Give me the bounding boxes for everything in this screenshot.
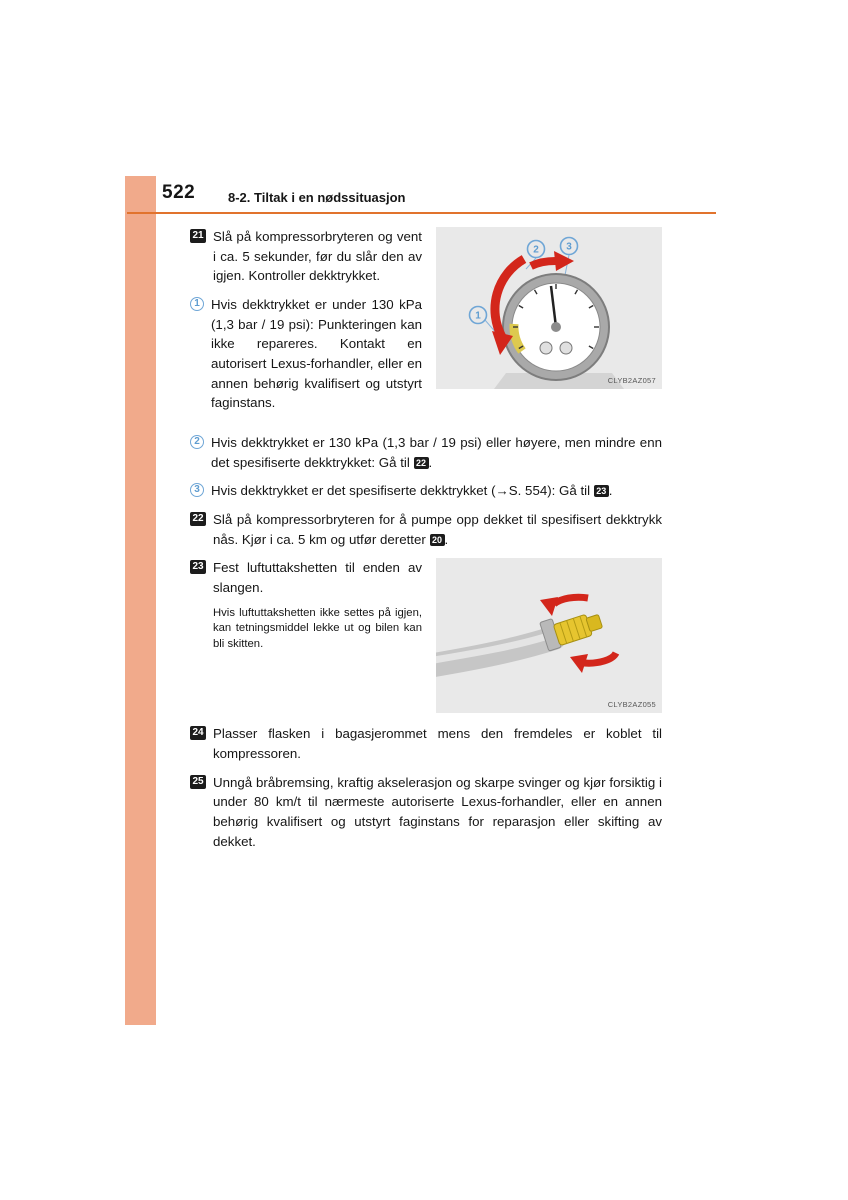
step-21-badge: 21 xyxy=(190,229,206,243)
pressure-gauge-illustration xyxy=(436,227,662,389)
text-segment: . xyxy=(608,483,613,499)
red-arrow-top xyxy=(540,597,588,616)
sub-item-2 xyxy=(190,433,662,472)
circled-3-icon: 3 xyxy=(190,483,204,497)
callout-2-icon xyxy=(528,241,545,258)
text-segment: Slå på kompressorbryteren for å pumpe opp dekket til spesifisert dekktrykk nås. Kjør i ca. 5 km og utfør deretter xyxy=(213,512,662,547)
step-24 xyxy=(190,724,662,763)
figure-2-caption: CLYB2AZ055 xyxy=(607,700,656,710)
circled-1-icon: 1 xyxy=(190,297,204,311)
text-segment: Fest luftuttakshetten til enden av slangen. xyxy=(213,560,422,596)
callout-3-label: 3 xyxy=(566,241,572,253)
text-segment: . xyxy=(428,454,433,470)
step-22-badge: 22 xyxy=(190,512,206,526)
gauge-hub xyxy=(551,322,561,332)
circled-2-icon: 2 xyxy=(190,435,204,449)
step-23-badge: 23 xyxy=(190,560,206,574)
page-edge-bar xyxy=(125,176,156,1025)
figure-1-caption: CLYB2AZ057 xyxy=(607,376,656,385)
gauge-screw-right xyxy=(560,342,572,354)
sub-item-2-text xyxy=(211,433,662,472)
sub-item-1 xyxy=(190,295,422,413)
step23-text-column xyxy=(190,558,422,713)
figure-hose-cap xyxy=(436,558,662,713)
sub-item-1-text: Hvis dekktrykket er under 130 kPa (1,3 bar / 19 psi): Punkteringen kan ikke repareres. Kontakt en autorisert Lexus-forhandler, eller en annen behørig kvalifisert og utstyrt faginstans. xyxy=(211,297,422,411)
red-arrow-bottom xyxy=(570,653,616,673)
step-24-badge: 24 xyxy=(190,726,206,740)
content-column xyxy=(190,227,662,860)
step-23-text xyxy=(213,558,422,652)
page-number: 522 xyxy=(162,182,196,203)
step-25-text: Unngå bråbremsing, kraftig akselerasjon og skarpe svinger og kjør forsiktig i under 80 km/t til nærmeste autoriserte Lexus-forhandler, eller en annen behørig kvalifisert og utstyrt faginstans for reparasjon eller skifting av dekket. xyxy=(213,774,662,849)
section-step21 xyxy=(190,227,662,422)
header-divider xyxy=(127,212,716,214)
figure-pressure-gauge xyxy=(436,227,662,389)
hose-cap-illustration xyxy=(436,558,662,713)
step21-text-column xyxy=(190,227,422,422)
step-ref-20-badge: 20 xyxy=(430,534,445,546)
step-24-text: Plasser flasken i bagasjerommet mens den fremdeles er koblet til kompressoren. xyxy=(213,726,662,762)
step-23 xyxy=(190,558,422,652)
step-22 xyxy=(190,510,662,549)
callout-2-label: 2 xyxy=(533,244,539,256)
step-21 xyxy=(190,227,422,286)
step-21-text: Slå på kompressorbryteren og vent i ca. 5 sekunder, før du slår den av igjen. Kontroller dekktrykket. xyxy=(213,229,422,284)
gauge-screw-left xyxy=(540,342,552,354)
section-step23 xyxy=(190,558,662,713)
step-22-text xyxy=(213,510,662,549)
air-outlet-cap xyxy=(553,611,604,646)
text-segment: Hvis dekktrykket er 130 kPa (1,3 bar / 19 psi) eller høyere, men mindre enn det spesifiserte dekktrykket: Gå til xyxy=(211,435,662,470)
section-title: 8-2. Tiltak i en nødssituasjon xyxy=(228,190,406,205)
step-25 xyxy=(190,773,662,852)
text-segment: Hvis dekktrykket er det spesifiserte dekktrykket (→S. 554): Gå til xyxy=(211,483,594,499)
callout-1-label: 1 xyxy=(475,310,481,322)
step-ref-23-badge: 23 xyxy=(594,485,609,497)
step-23-note: Hvis luftuttakshetten ikke settes på igjen, kan tetningsmiddel lekke ut og bilen kan bli skitten. xyxy=(213,606,422,650)
step-ref-22-badge: 22 xyxy=(414,457,429,469)
sub-item-3-text xyxy=(211,481,612,501)
callout-1-icon xyxy=(470,307,487,324)
step-25-badge: 25 xyxy=(190,775,206,789)
text-segment: . xyxy=(444,531,449,547)
callout-3-icon xyxy=(561,238,578,255)
sub-item-3 xyxy=(190,481,662,501)
